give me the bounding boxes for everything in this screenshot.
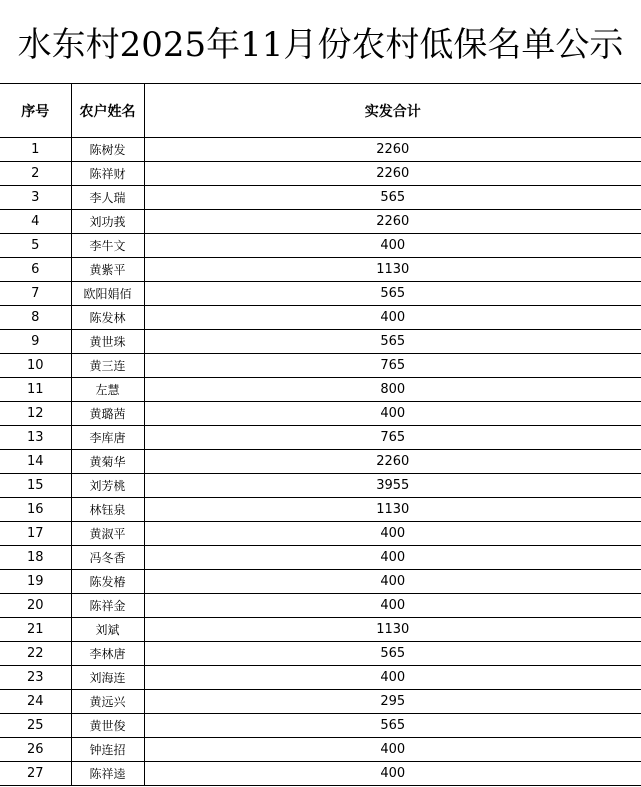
row-amount-cell: 400 [144,522,641,546]
table-row [0,186,641,210]
row-index-cell: 11 [0,378,71,402]
row-name-cell: 陈祥财 [71,162,144,186]
row-name-cell: 钟连招 [71,738,144,762]
row-amount-cell: 565 [144,282,641,306]
row-index-cell: 21 [0,618,71,642]
row-index-cell: 10 [0,354,71,378]
table-row [0,474,641,498]
row-amount-cell: 765 [144,354,641,378]
row-name-cell: 黄三连 [71,354,144,378]
row-amount-cell: 1130 [144,258,641,282]
row-name-cell: 陈祥金 [71,594,144,618]
table-row [0,378,641,402]
table-header [0,84,641,138]
table-row [0,234,641,258]
row-name-cell: 陈发林 [71,306,144,330]
row-index-cell: 13 [0,426,71,450]
row-amount-cell: 565 [144,330,641,354]
row-name-cell: 刘海连 [71,666,144,690]
row-amount-cell: 400 [144,402,641,426]
row-name-cell: 陈祥逵 [71,762,144,786]
header-row [0,84,641,138]
row-name-cell: 欧阳娟佰 [71,282,144,306]
table-row [0,690,641,714]
row-amount-cell: 2260 [144,162,641,186]
row-index-cell: 7 [0,282,71,306]
page-title: 水东村2025年11月份农村低保名单公示 [0,0,641,84]
header-amount: 实发合计 [144,84,641,138]
row-index-cell: 6 [0,258,71,282]
row-amount-cell: 400 [144,570,641,594]
row-index-cell: 20 [0,594,71,618]
welfare-list-table [0,84,641,786]
table-row [0,450,641,474]
row-index-cell: 14 [0,450,71,474]
row-name-cell: 李库唐 [71,426,144,450]
row-amount-cell: 565 [144,642,641,666]
row-index-cell: 4 [0,210,71,234]
table-row [0,402,641,426]
row-amount-cell: 400 [144,546,641,570]
row-name-cell: 黄菊华 [71,450,144,474]
table-row [0,210,641,234]
row-index-cell: 16 [0,498,71,522]
row-index-cell: 27 [0,762,71,786]
table-row [0,138,641,162]
row-name-cell: 冯冬香 [71,546,144,570]
table-row [0,714,641,738]
row-index-cell: 5 [0,234,71,258]
row-amount-cell: 400 [144,594,641,618]
row-amount-cell: 400 [144,738,641,762]
table-row [0,330,641,354]
row-index-cell: 17 [0,522,71,546]
row-amount-cell: 400 [144,666,641,690]
row-amount-cell: 765 [144,426,641,450]
row-index-cell: 23 [0,666,71,690]
row-index-cell: 3 [0,186,71,210]
table-row [0,306,641,330]
row-name-cell: 李牛文 [71,234,144,258]
table-row [0,162,641,186]
row-name-cell: 黄淑平 [71,522,144,546]
row-amount-cell: 2260 [144,450,641,474]
row-index-cell: 8 [0,306,71,330]
row-name-cell: 黄远兴 [71,690,144,714]
row-index-cell: 12 [0,402,71,426]
table-row [0,546,641,570]
table-row [0,258,641,282]
table-row [0,570,641,594]
header-index: 序号 [0,84,71,138]
row-index-cell: 2 [0,162,71,186]
row-amount-cell: 1130 [144,498,641,522]
row-index-cell: 22 [0,642,71,666]
table-row [0,522,641,546]
table-row [0,618,641,642]
row-name-cell: 左慧 [71,378,144,402]
row-name-cell: 黄世俊 [71,714,144,738]
row-amount-cell: 565 [144,186,641,210]
table-row [0,426,641,450]
row-name-cell: 刘斌 [71,618,144,642]
row-index-cell: 26 [0,738,71,762]
table-row [0,666,641,690]
row-name-cell: 李人瑞 [71,186,144,210]
row-name-cell: 黄紫平 [71,258,144,282]
row-amount-cell: 295 [144,690,641,714]
row-name-cell: 林钰泉 [71,498,144,522]
row-amount-cell: 2260 [144,210,641,234]
row-amount-cell: 400 [144,234,641,258]
table-row [0,762,641,786]
row-amount-cell: 1130 [144,618,641,642]
header-name: 农户姓名 [71,84,144,138]
row-amount-cell: 3955 [144,474,641,498]
row-name-cell: 陈树发 [71,138,144,162]
row-index-cell: 25 [0,714,71,738]
table-row [0,594,641,618]
row-amount-cell: 800 [144,378,641,402]
row-amount-cell: 400 [144,762,641,786]
table-row [0,642,641,666]
row-name-cell: 刘芳桃 [71,474,144,498]
row-name-cell: 黄璐茜 [71,402,144,426]
row-index-cell: 15 [0,474,71,498]
table-row [0,738,641,762]
table-body [0,138,641,786]
row-amount-cell: 2260 [144,138,641,162]
table-row [0,354,641,378]
table-row [0,282,641,306]
row-index-cell: 19 [0,570,71,594]
row-name-cell: 黄世珠 [71,330,144,354]
row-amount-cell: 565 [144,714,641,738]
row-name-cell: 刘功莪 [71,210,144,234]
row-amount-cell: 400 [144,306,641,330]
row-index-cell: 18 [0,546,71,570]
row-index-cell: 24 [0,690,71,714]
row-index-cell: 1 [0,138,71,162]
row-name-cell: 陈发椿 [71,570,144,594]
table-row [0,498,641,522]
row-index-cell: 9 [0,330,71,354]
row-name-cell: 李林唐 [71,642,144,666]
